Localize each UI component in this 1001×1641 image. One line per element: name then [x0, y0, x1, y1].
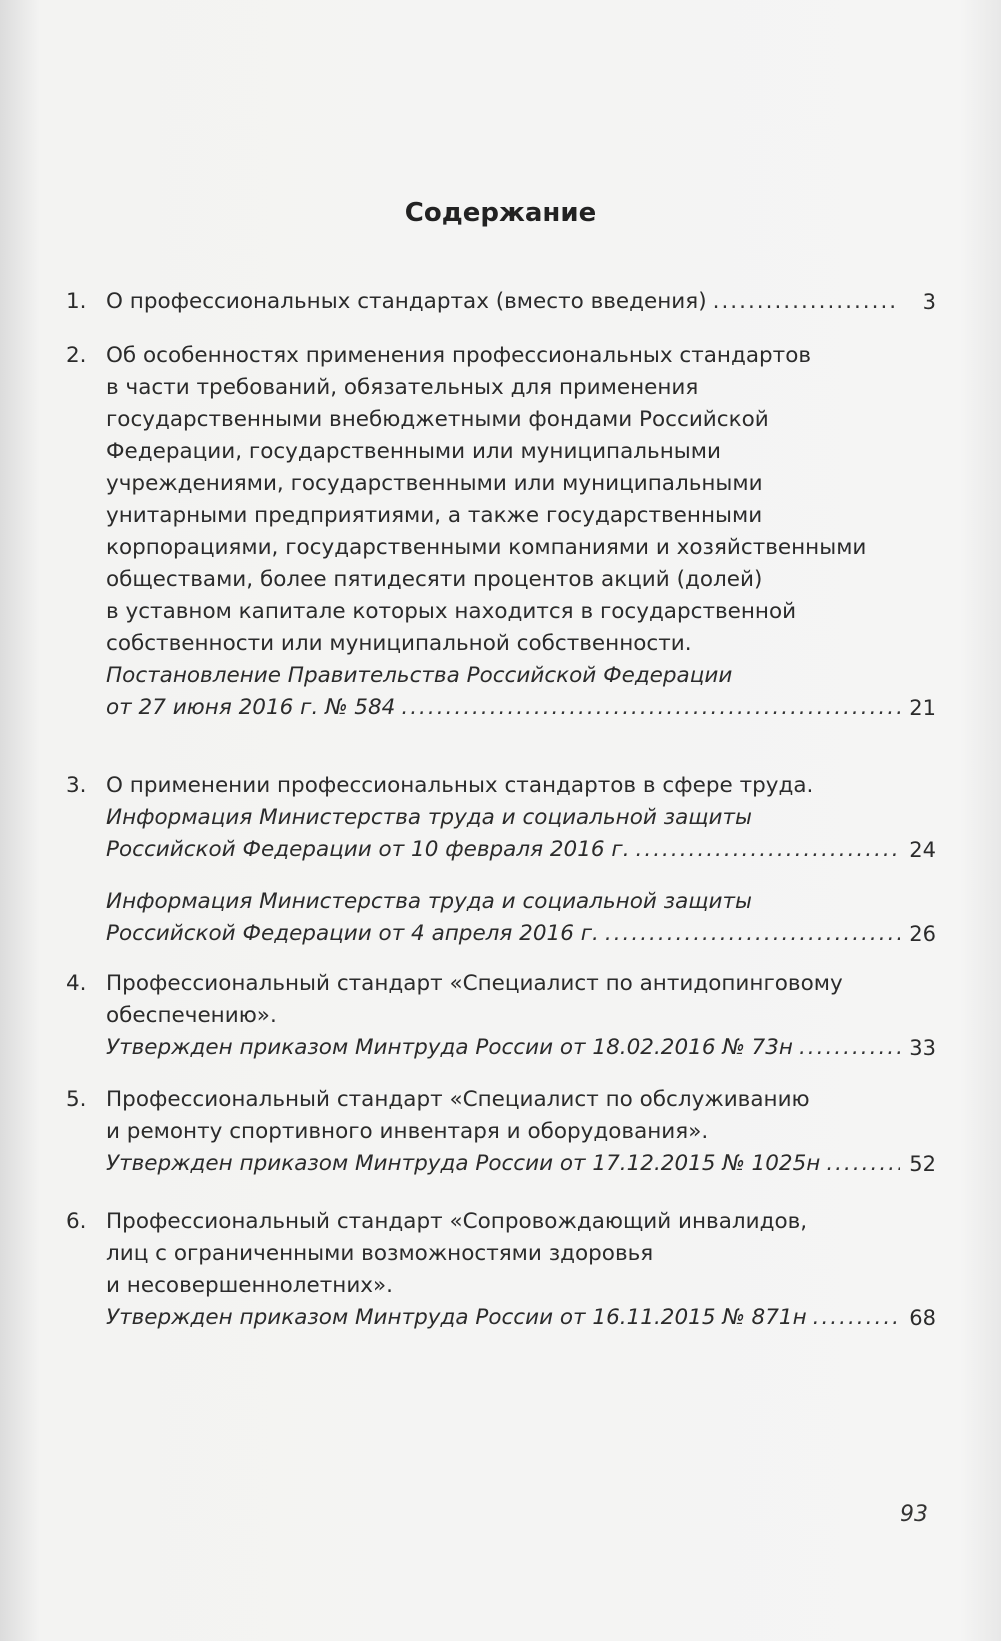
- entry-text-line: учреждениями, государственными или муниципальными: [106, 471, 763, 496]
- entry-text-line: и ремонту спортивного инвентаря и оборудования».: [106, 1119, 709, 1144]
- entry-source-line: Российской Федерации от 10 февраля 2016 г.: [106, 837, 630, 862]
- entry-text-line: обществами, более пятидесяти процентов акций (долей): [106, 567, 763, 592]
- leader-dots: [826, 1148, 900, 1180]
- entry-title: О профессиональных стандартах (вместо введения): [106, 289, 707, 314]
- entry-number: 2.: [66, 343, 87, 368]
- entry-text-line: корпорациями, государственными компаниями и хозяйственными: [106, 535, 867, 560]
- toc-entry-3-continued[interactable]: [66, 886, 936, 950]
- entry-text-line: Профессиональный стандарт «Сопровождающий инвалидов,: [106, 1209, 808, 1234]
- page-number: 93: [900, 1502, 928, 1527]
- entry-page-number: 3: [922, 290, 936, 314]
- entry-text-line: Профессиональный стандарт «Специалист по обслуживанию: [106, 1087, 810, 1112]
- entry-source-line: Информация Министерства труда и социальной защиты: [106, 805, 752, 830]
- toc-entry-1[interactable]: [66, 286, 936, 318]
- entry-text-line: государственными внебюджетными фондами Российской: [106, 407, 769, 432]
- entry-page-number: 24: [909, 838, 936, 862]
- entry-text-line: Федерации, государственными или муниципальными: [106, 439, 721, 464]
- entry-page-number: 33: [909, 1036, 936, 1060]
- entry-page-number: 52: [909, 1152, 936, 1176]
- entry-number: 6.: [66, 1209, 87, 1234]
- leader-dots: [636, 834, 900, 866]
- entry-text-line: и несовершеннолетних».: [106, 1273, 394, 1298]
- entry-number: 4.: [66, 971, 87, 996]
- entry-text-line: О применении профессиональных стандартов в сфере труда.: [106, 773, 814, 798]
- entry-source-line: Утвержден приказом Минтруда России от 17.12.2015 № 1025н: [106, 1151, 821, 1176]
- entry-page-number: 21: [909, 696, 936, 720]
- entry-number: 3.: [66, 773, 87, 798]
- toc-entry-6[interactable]: [66, 1206, 936, 1334]
- leader-dots: [799, 1032, 900, 1064]
- entry-source-line: Утвержден приказом Минтруда России от 16.11.2015 № 871н: [106, 1305, 807, 1330]
- leader-dots: [813, 1302, 900, 1334]
- entry-number: 5.: [66, 1087, 87, 1112]
- entry-source-line: Информация Министерства труда и социальной защиты: [106, 889, 752, 914]
- entry-source-line: Постановление Правительства Российской Федерации: [106, 663, 733, 688]
- page-title: Содержание: [404, 198, 597, 228]
- leader-dots: [401, 692, 900, 724]
- entry-text-line: в уставном капитале которых находится в государственной: [106, 599, 797, 624]
- entry-text-line: Об особенностях применения профессиональных стандартов: [106, 343, 812, 368]
- leader-dots: [713, 286, 900, 318]
- toc-entry-5[interactable]: [66, 1084, 936, 1180]
- entry-source-line: Российской Федерации от 4 апреля 2016 г.: [106, 921, 599, 946]
- entry-text-line: обеспечению».: [106, 1003, 277, 1028]
- leader-dots: [605, 918, 900, 950]
- entry-page-number: 68: [909, 1306, 936, 1330]
- toc-entry-2[interactable]: [66, 340, 936, 724]
- entry-text-line: лиц с ограниченными возможностями здоровья: [106, 1241, 654, 1266]
- entry-text-line: собственности или муниципальной собственности.: [106, 631, 692, 656]
- entry-number: 1.: [66, 289, 87, 314]
- entry-text-line: в части требований, обязательных для применения: [106, 375, 699, 400]
- entry-text-line: Профессиональный стандарт «Специалист по антидопинговому: [106, 971, 843, 996]
- entry-source-line: от 27 июня 2016 г. № 584: [106, 695, 396, 720]
- entry-page-number: 26: [909, 922, 936, 946]
- entry-source-line: Утвержден приказом Минтруда России от 18.02.2016 № 73н: [106, 1035, 793, 1060]
- toc-entry-4[interactable]: [66, 968, 936, 1064]
- entry-text-line: унитарными предприятиями, а также государственными: [106, 503, 763, 528]
- toc-entry-3[interactable]: [66, 770, 936, 866]
